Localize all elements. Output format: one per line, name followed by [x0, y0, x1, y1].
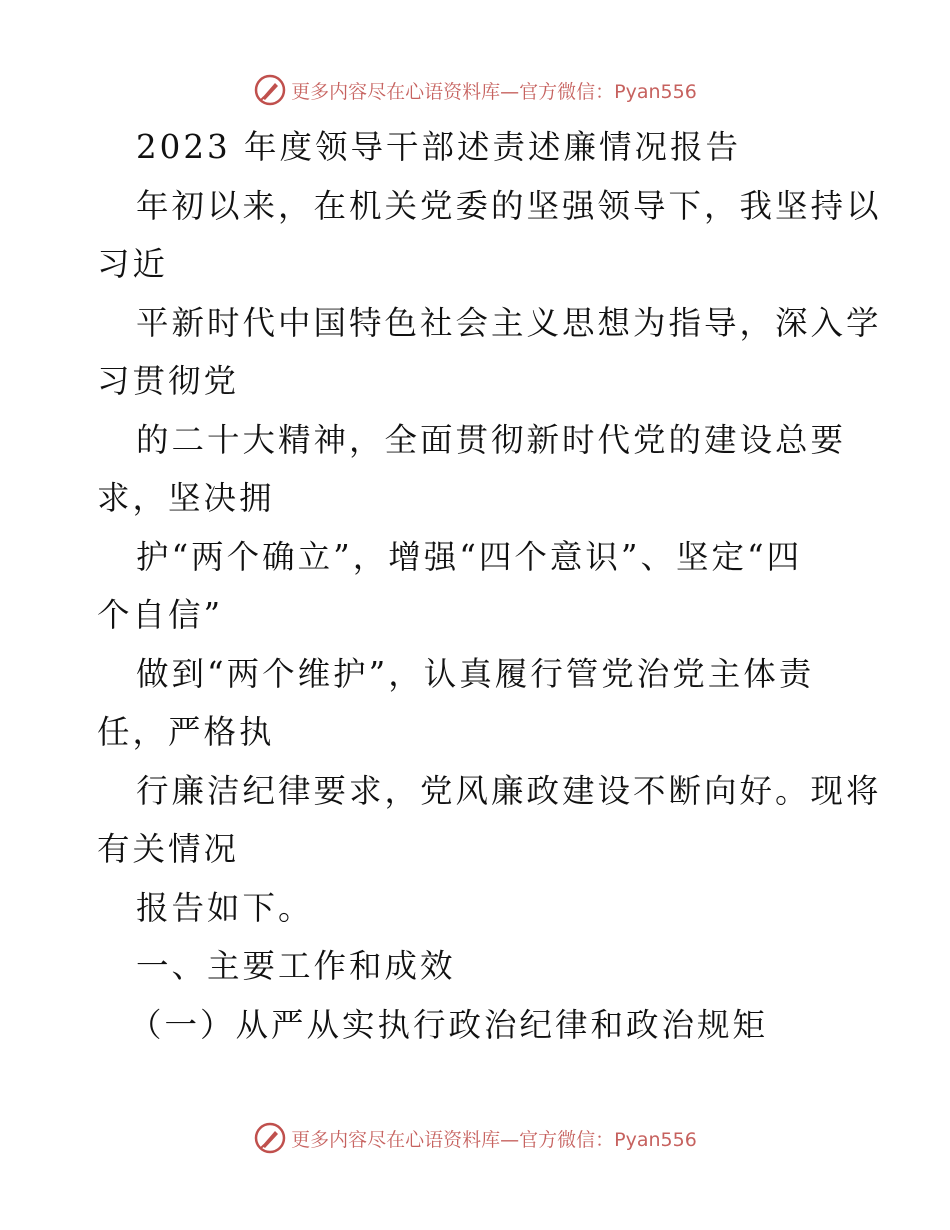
- quill-pen-logo-icon: [253, 1121, 287, 1155]
- document-body: [97, 118, 882, 1054]
- section-heading: 一、主要工作和成效: [136, 947, 456, 985]
- subsection-heading: （一）从严从实执行政治纪律和政治规矩: [129, 1005, 769, 1044]
- paragraph-line: 习贯彻党: [97, 362, 240, 400]
- paragraph-line: 有关情况: [97, 830, 240, 868]
- watermark-text: 更多内容尽在心语资料库—官方微信：Pyan556: [291, 80, 697, 103]
- paragraph-line: 任，严格执: [97, 713, 275, 751]
- paragraph-line: 平新时代中国特色社会主义思想为指导，深入学: [136, 303, 882, 342]
- paragraph-line: 习近: [97, 245, 169, 283]
- paragraph-line: 的二十大精神，全面贯彻新时代党的建设总要: [136, 420, 847, 459]
- paragraph-line: 报告如下。: [136, 888, 314, 927]
- watermark-text: 更多内容尽在心语资料库—官方微信：Pyan556: [291, 1128, 697, 1151]
- paragraph-line: 做到“两个维护”，认真履行管党治党主体责: [136, 654, 815, 693]
- paragraph-line: 个自信”: [97, 596, 224, 634]
- paragraph-line: 年初以来，在机关党委的坚强领导下，我坚持以: [136, 186, 882, 225]
- document-title: 2023 年度领导干部述责述廉情况报告: [136, 128, 742, 166]
- paragraph-line: 求，坚决拥: [97, 479, 275, 517]
- quill-pen-logo-icon: [253, 73, 287, 107]
- footer-watermark: [0, 1118, 950, 1158]
- paragraph-line: 护“两个确立”，增强“四个意识”、坚定“四: [136, 537, 803, 576]
- paragraph-line: 行廉洁纪律要求，党风廉政建设不断向好。现将: [136, 771, 882, 810]
- header-watermark: [0, 70, 950, 110]
